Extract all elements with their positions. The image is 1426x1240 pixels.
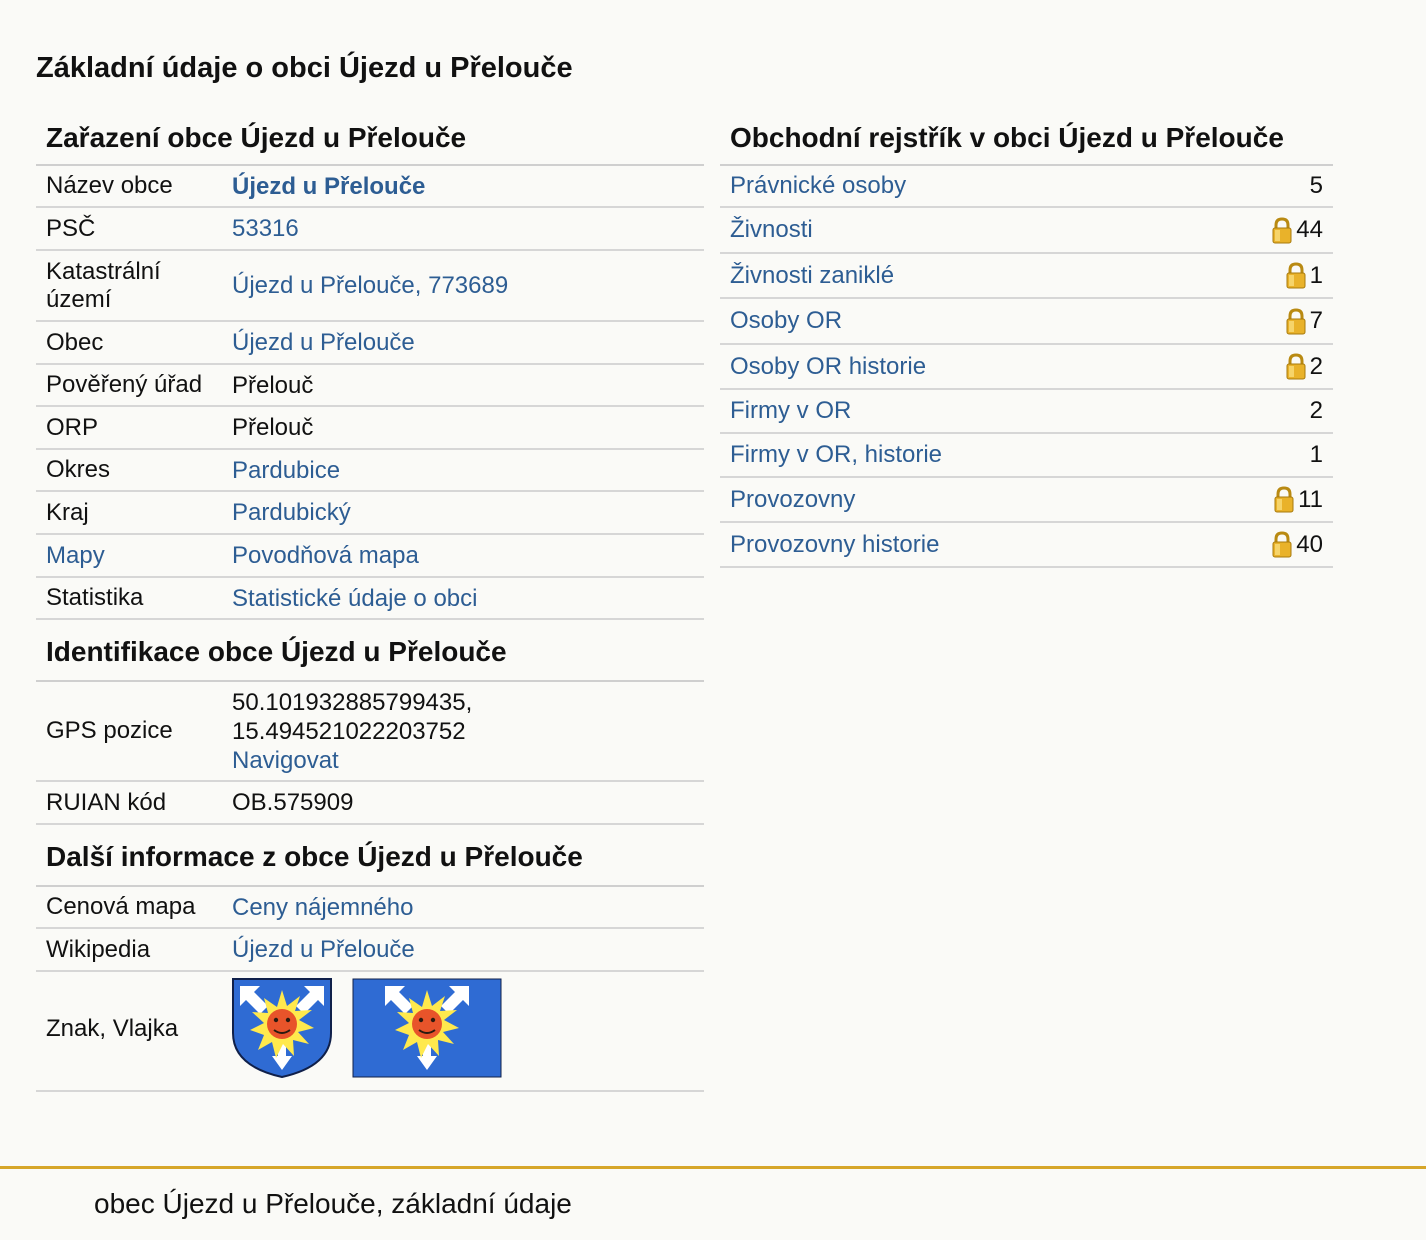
row-label: Název obce: [46, 172, 173, 199]
rejstrik-row: [720, 523, 1333, 568]
statistika-link[interactable]: Statistické údaje o obci: [232, 584, 478, 612]
rejstrik-link[interactable]: Provozovny historie: [730, 530, 940, 558]
section-title-identifikace: Identifikace obce Újezd u Přelouče: [36, 620, 704, 682]
rejstrik-row: [720, 390, 1333, 434]
lock-icon: [1285, 308, 1307, 335]
footer-text: obec Újezd u Přelouče, základní údaje: [94, 1188, 572, 1219]
katastr-link[interactable]: Újezd u Přelouče, 773689: [232, 272, 509, 299]
page-title: Základní údaje o obci Újezd u Přelouče: [36, 52, 573, 84]
rejstrik-link[interactable]: Právnické osoby: [730, 172, 907, 199]
row-kraj: [36, 492, 704, 535]
lock-icon: [1285, 262, 1307, 289]
section-title-zarazeni: Zařazení obce Újezd u Přelouče: [36, 110, 704, 166]
rejstrik-row: [720, 299, 1333, 345]
rejstrik-count: 1: [1309, 261, 1323, 289]
right-column: [720, 110, 1333, 568]
wikipedia-link[interactable]: Újezd u Přelouče: [232, 936, 415, 963]
rejstrik-count: 1: [1309, 441, 1323, 468]
row-gps: [36, 682, 704, 782]
row-orp: [36, 407, 704, 450]
rejstrik-count-cell: [1310, 397, 1323, 425]
row-cenova-mapa: [36, 887, 704, 929]
flag-image[interactable]: [352, 978, 502, 1085]
rejstrik-count: 2: [1309, 352, 1323, 380]
coat-of-arms-image[interactable]: [232, 978, 332, 1085]
okres-link[interactable]: Pardubice: [232, 456, 341, 484]
row-label: ORP: [46, 413, 99, 441]
rejstrik-row: [720, 254, 1333, 299]
rejstrik-count-cell: [1285, 307, 1323, 335]
row-label: Wikipedia: [46, 935, 151, 963]
row-label: Kraj: [46, 498, 89, 526]
rejstrik-count: 40: [1296, 530, 1323, 558]
row-label: Cenová mapa: [46, 893, 196, 920]
row-label: GPS pozice: [46, 717, 173, 744]
rejstrik-count: 5: [1309, 172, 1323, 199]
row-label: RUIAN kód: [46, 788, 167, 816]
rejstrik-link[interactable]: Firmy v OR, historie: [730, 441, 943, 468]
row-label: Statistika: [46, 584, 144, 611]
rejstrik-count: 11: [1298, 485, 1323, 513]
rejstrik-link[interactable]: Osoby OR: [730, 307, 843, 334]
rejstrik-count-cell: [1271, 531, 1323, 559]
gps-lon: 15.494521022203752: [232, 717, 466, 745]
lock-icon: [1271, 217, 1293, 244]
rejstrik-count: 7: [1309, 307, 1323, 334]
navigovat-link[interactable]: Navigovat: [232, 746, 339, 774]
rejstrik-count-cell: [1310, 172, 1323, 200]
rejstrik-count-cell: [1285, 353, 1323, 381]
psc-link[interactable]: 53316: [232, 215, 299, 242]
rejstrik-link[interactable]: Živnosti: [730, 216, 813, 243]
rejstrik-row: [720, 166, 1333, 208]
row-label: Pověřený úřad: [46, 371, 203, 398]
row-label: Obec: [46, 328, 104, 356]
rejstrik-count-cell: [1271, 216, 1323, 244]
rejstrik-row: [720, 434, 1333, 478]
rejstrik-link[interactable]: Firmy v OR: [730, 397, 852, 424]
row-label: Katastrální území: [46, 257, 161, 313]
row-nazev-obce: [36, 166, 704, 208]
ruian-value: OB.575909: [232, 789, 354, 816]
obec-link-2[interactable]: Újezd u Přelouče: [232, 329, 415, 356]
row-okres: [36, 450, 704, 492]
lock-icon: [1271, 531, 1293, 558]
rejstrik-link[interactable]: Osoby OR historie: [730, 352, 927, 380]
kraj-link[interactable]: Pardubický: [232, 499, 351, 526]
row-label: Znak, Vlajka: [46, 1015, 179, 1042]
row-ruian: [36, 782, 704, 825]
row-mapy: [36, 535, 704, 578]
row-value: Přelouč: [232, 371, 314, 399]
rejstrik-count: 2: [1309, 397, 1323, 424]
row-psc: [36, 208, 704, 251]
row-znak-vlajka: [36, 972, 704, 1092]
rejstrik-count-cell: [1273, 486, 1323, 514]
povodnova-mapa-link[interactable]: Povodňová mapa: [232, 542, 419, 569]
row-obec: [36, 322, 704, 365]
row-value: Přelouč: [232, 414, 314, 441]
row-povereny-urad: [36, 365, 704, 407]
row-label: PSČ: [46, 214, 96, 242]
rejstrik-row: [720, 478, 1333, 523]
lock-icon: [1285, 353, 1307, 380]
lock-icon: [1273, 486, 1295, 513]
rejstrik-count: 44: [1296, 216, 1323, 243]
obec-link[interactable]: Újezd u Přelouče: [232, 172, 426, 200]
rejstrik-count-cell: [1310, 441, 1323, 469]
mapy-link[interactable]: Mapy: [46, 541, 105, 569]
gps-lat: 50.101932885799435,: [232, 688, 473, 716]
ceny-najemneho-link[interactable]: Ceny nájemného: [232, 893, 414, 921]
row-label: Okres: [46, 456, 111, 483]
section-title-rejstrik: Obchodní rejstřík v obci Újezd u Přelouče: [720, 110, 1333, 166]
left-column: [36, 110, 704, 1092]
rejstrik-link[interactable]: Živnosti zaniklé: [730, 261, 895, 289]
row-katastralni-uzemi: [36, 251, 704, 322]
row-wikipedia: [36, 929, 704, 972]
section-title-dalsi: Další informace z obce Újezd u Přelouče: [36, 825, 704, 887]
rejstrik-row: [720, 345, 1333, 390]
rejstrik-count-cell: [1285, 262, 1323, 290]
row-statistika: [36, 578, 704, 620]
rejstrik-row: [720, 208, 1333, 254]
rejstrik-link[interactable]: Provozovny: [730, 485, 856, 513]
footer-divider: [0, 1166, 1426, 1169]
